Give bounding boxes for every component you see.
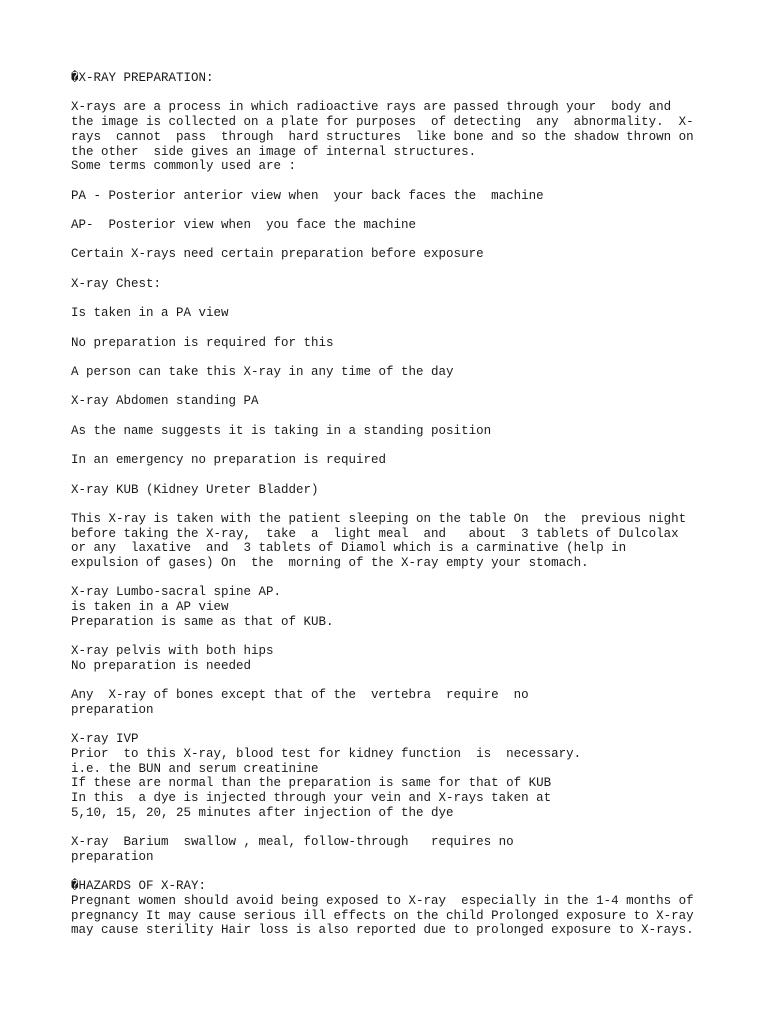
intro-line: the image is collected on a plate for purposes of detecting any abnormality. X- (71, 115, 694, 130)
intro-line: rays cannot pass through hard structures like bone and so the shadow thrown on (71, 129, 694, 144)
bones-paragraph (71, 688, 711, 717)
kub-heading: X-ray KUB (Kidney Ureter Bladder) (71, 482, 319, 497)
ap-definition: AP- Posterior view when you face the machine (71, 217, 417, 232)
chest-heading: X-ray Chest: (71, 276, 162, 291)
ivp-line: If these are normal than the preparation is same for that of KUB (71, 776, 552, 791)
barium-paragraph (71, 835, 711, 864)
ivp-paragraph (71, 732, 711, 820)
intro-paragraph (71, 100, 711, 174)
hazards-line: may cause sterility Hair loss is also reported due to prolonged exposure to X-rays. (71, 923, 694, 938)
lumbo-line: is taken in a AP view (71, 600, 229, 615)
bones-line: Any X-ray of bones except that of the vertebra require no (71, 688, 529, 703)
doc-title: �X-RAY PREPARATION: (71, 71, 214, 85)
chest-line: No preparation is required for this (71, 335, 334, 350)
document-page (71, 71, 711, 938)
lumbo-paragraph (71, 585, 711, 629)
certain-xrays-text: Certain X-rays need certain preparation before exposure (71, 247, 484, 262)
intro-line: the other side gives an image of internal structures. (71, 144, 477, 159)
pelvis-line: X-ray pelvis with both hips (71, 644, 274, 659)
hazards-heading: �HAZARDS OF X-RAY: (71, 879, 207, 894)
kub-line: or any laxative and 3 tablets of Diamol which is a carminative (help in (71, 541, 627, 556)
chest-line: A person can take this X-ray in any time of the day (71, 364, 454, 379)
chest-line: Is taken in a PA view (71, 306, 229, 321)
lumbo-line: X-ray Lumbo-sacral spine AP. (71, 585, 282, 600)
kub-line: This X-ray is taken with the patient sleeping on the table On the previous night (71, 511, 687, 526)
intro-line: Some terms commonly used are : (71, 159, 297, 174)
ivp-line: 5,10, 15, 20, 25 minutes after injection of the dye (71, 805, 454, 820)
kub-line: before taking the X-ray, take a light meal and about 3 tablets of Dulcolax (71, 526, 679, 541)
ivp-line: Prior to this X-ray, blood test for kidney function is necessary. (71, 747, 582, 762)
kub-paragraph (71, 512, 711, 571)
ivp-line: In this a dye is injected through your vein and X-rays taken at (71, 791, 552, 806)
bones-line: preparation (71, 702, 154, 717)
abdomen-line: In an emergency no preparation is required (71, 453, 387, 468)
hazards-paragraph (71, 894, 711, 938)
ivp-line: i.e. the BUN and serum creatinine (71, 761, 319, 776)
pelvis-line: No preparation is needed (71, 658, 252, 673)
lumbo-line: Preparation is same as that of KUB. (71, 614, 334, 629)
hazards-line: Pregnant women should avoid being exposed to X-ray especially in the 1-4 months of (71, 894, 694, 909)
pelvis-paragraph (71, 644, 711, 673)
barium-line: preparation (71, 849, 154, 864)
kub-line: expulsion of gases) On the morning of the X-ray empty your stomach. (71, 556, 589, 570)
abdomen-heading: X-ray Abdomen standing PA (71, 394, 259, 409)
abdomen-line: As the name suggests it is taking in a standing position (71, 423, 492, 438)
ivp-line: X-ray IVP (71, 732, 139, 747)
hazards-line: pregnancy It may cause serious ill effects on the child Prolonged exposure to X-ray (71, 908, 694, 923)
barium-line: X-ray Barium swallow , meal, follow-through requires no (71, 835, 514, 850)
intro-line: X-rays are a process in which radioactive rays are passed through your body and (71, 100, 672, 115)
pa-definition: PA - Posterior anterior view when your back faces the machine (71, 188, 544, 203)
